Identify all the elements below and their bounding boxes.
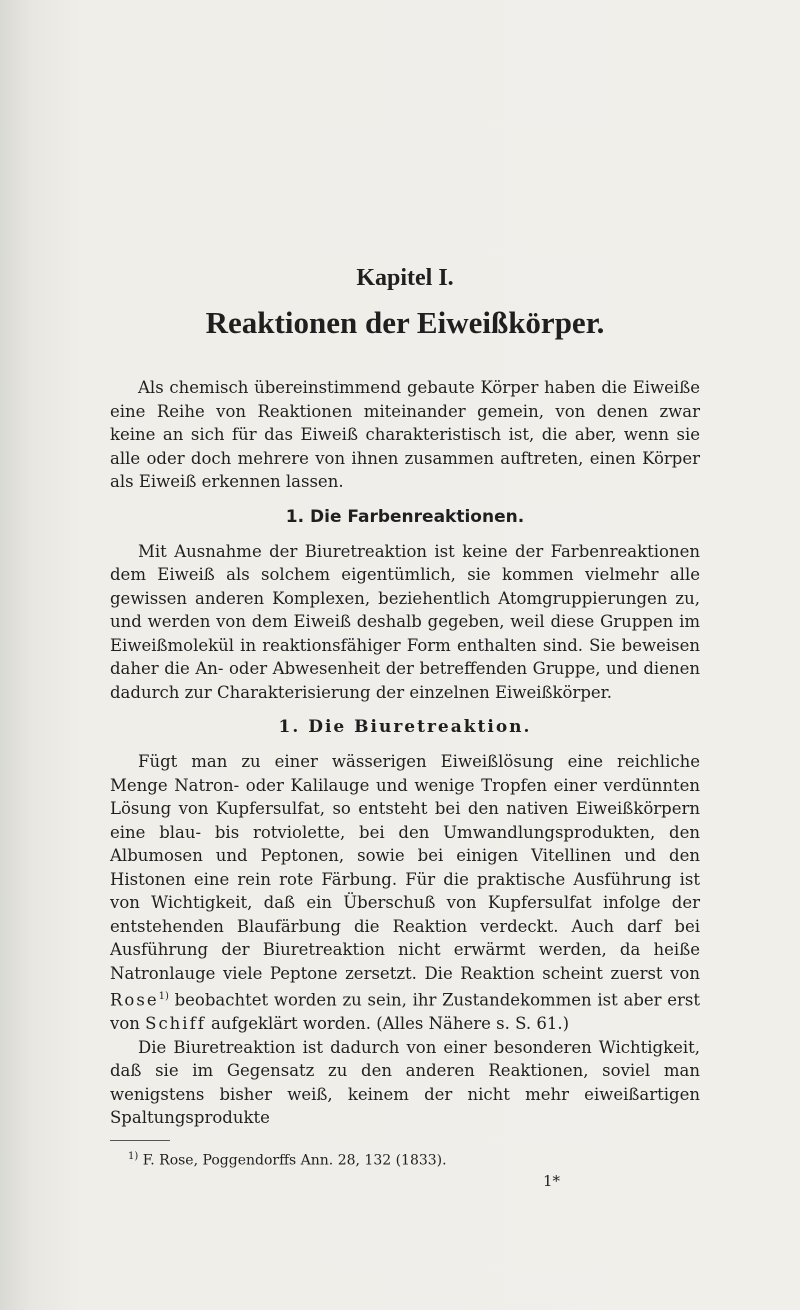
footnote — [110, 1147, 700, 1171]
section-heading: 1. Die Farbenreaktionen. — [285, 506, 525, 527]
footnote-mark: 1) — [128, 1150, 139, 1162]
biuret-paragraph-1 — [110, 750, 700, 1036]
section-paragraph: Mit Ausnahme der Biuretreaktion ist keine der Farbenreaktionen dem Eiweiß als solchem eigentümlich, sie kommen vielmehr alle gewissen anderen Komplexen, beziehentlich Atomgruppierungen zu, und werden von dem Eiweiß deshalb gegeben, weil diese Gruppen im Eiweißmolekül in reaktionsfähiger Form enthalten sind. Sie beweisen daher die An- oder Abwesenheit der betreffenden Gruppe, und dienen dadurch zur Charakterisierung der einzelnen Eiweißkörper. — [110, 541, 700, 702]
biuret-text-c: aufgeklärt worden. (Alles Nähere s. S. 61.) — [205, 1014, 570, 1033]
footnote-ref: 1) — [158, 991, 169, 1002]
intro-paragraph: Als chemisch übereinstimmend gebaute Körper haben die Eiweiße eine Reihe von Reaktionen miteinander gemein, von denen zwar keine an sich für das Eiweiß charakteristisch ist, die aber, wenn sie alle oder doch mehrere von ihnen zusammen auftreten, einen Körper als Eiweiß erkennen lassen. — [110, 378, 700, 491]
chapter-title: Reaktionen der Eiweißkörper. — [205, 305, 605, 340]
chapter-label: Kapitel I. — [356, 265, 454, 291]
page-folio: 1* — [542, 1172, 560, 1191]
biuret-text-b: beobachtet worden zu sein, ihr Zustandekommen ist aber erst von — [110, 990, 700, 1033]
author-schiff: Schiff — [145, 1014, 206, 1033]
biuret-paragraph-2: Die Biuretreaktion ist dadurch von einer besonderen Wichtigkeit, daß sie im Gegensatz zu den anderen Reaktionen, soviel man wenigstens bisher weiß, keinem der nicht mehr eiweißartigen Spaltungsprodukte — [110, 1037, 700, 1127]
footnote-text: F. Rose, Poggendorffs Ann. 28, 132 (1833). — [138, 1152, 447, 1169]
footnote-rule — [110, 1140, 170, 1141]
page-content — [110, 258, 700, 1192]
subsection-heading: 1. Die Biuretreaktion. — [278, 717, 532, 737]
author-rose: Rose — [110, 990, 159, 1010]
biuret-text-a: Fügt man zu einer wässerigen Eiweißlösung eine reichliche Menge Natron- oder Kalilauge und wenige Tropfen einer verdünnten Lösung von Kupfersulfat, so entsteht bei den nativen Eiweißkörpern eine blau- bis rotviolette, bei den Umwandlungsprodukten, den Albumosen und Peptonen, sowie bei einigen Vitellinen und den Histonen eine rein rote Färbung. Für die praktische Ausführung ist von Wichtigkeit, daß ein Überschuß von Kupfersulfat infolge der entstehenden Blaufärbung die Reaktion verdeckt. Auch darf bei Ausführung der Biuretreaktion nicht erwärmt werden, da heiße Natronlauge viele Peptone zersetzt. Die Reaktion scheint zuerst von — [110, 752, 700, 983]
